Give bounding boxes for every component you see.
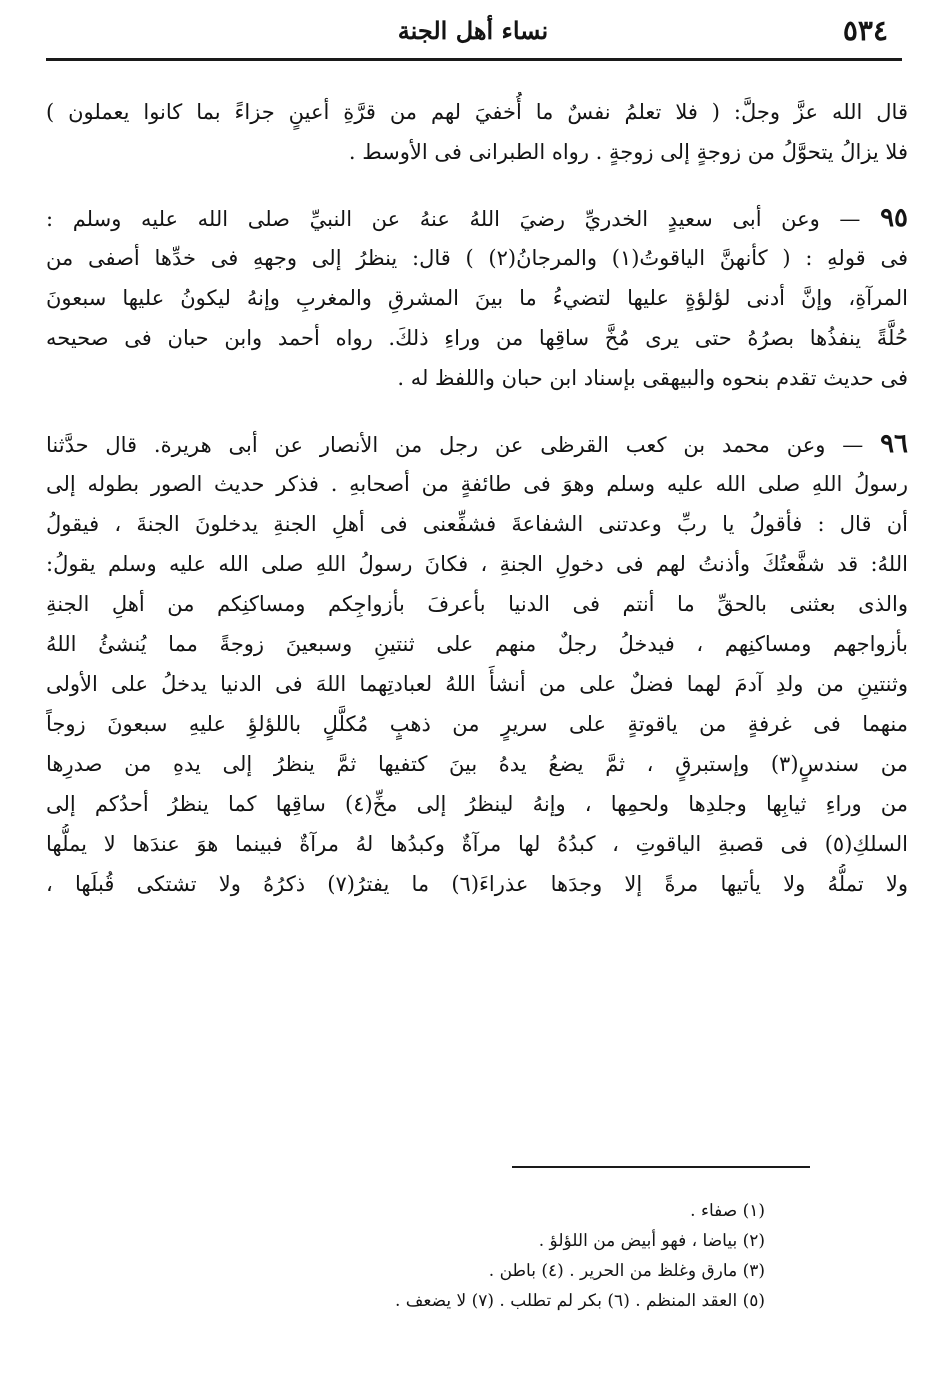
text-line: أن قال : فأقولُ يا ربِّ وعدتنى الشفاعةَ فشفِّعنى فى أهلِ الجنةِ يدخلونَ الجنةَ ، فيقولُ (46, 512, 908, 536)
page-header (58, 12, 888, 52)
footnote: (٣) مارق وغلظ من الحرير . (٤) باطن . (488, 1261, 765, 1281)
text-line: وثنتينِ من ولدِ آدمَ لهما فضلٌ على من أنشأَ اللهُ لعبادتِهما اللهَ فى الدنيا يدخلُ على الأولى (46, 672, 908, 696)
text-line: منهما فى غرفةٍ من ياقوتةٍ على سريرٍ من ذهبٍ مُكلَّلٍ باللؤلؤِ عليهِ سبعونَ زوجاً (46, 712, 908, 736)
text-line: فلا يزالُ يتحوَّلُ من زوجةٍ إلى زوجةٍ . رواه الطبرانى فى الأوسط . (348, 140, 908, 164)
hadith-96 (46, 424, 908, 904)
text-line: والذى بعثنى بالحقِّ ما أنتم فى الدنيا بأعرفَ بأزواجِكم ومساكنِكم من أهلِ الجنةِ (46, 592, 908, 616)
footnote-divider (512, 1166, 810, 1168)
text-line-body: — وعن أبى سعيدٍ الخدريِّ رضيَ اللهُ عنهُ عن النبيِّ صلى الله عليه وسلم : (46, 207, 861, 231)
text-line: بأزواجهم ومساكنِهم ، فيدخلُ رجلٌ منهم على ثنتينِ وسبعينَ زوجةً مما يُنشئُ اللهُ (46, 632, 908, 656)
text-line: رسولُ اللهِ صلى الله عليه وسلم وهوَ فى طائفةٍ من أصحابهِ . فذكر حديث الصور بطوله إلى (46, 472, 908, 496)
text-line: فى قولهِ : ( كأنهنَّ الياقوتُ(١) والمرجانُ(٢) ) قال: ينظرُ إلى وجههِ فى خدِّها أصفى من (46, 246, 908, 270)
text-line: اللهُ: قد شفَّعتُكَ وأذنتُ لهم فى دخولِ الجنةِ ، فكانَ رسولُ اللهِ صلى الله عليه وسلم يقولُ: (46, 552, 908, 576)
text-line: السلكِ(٥) فى قصبةِ الياقوتِ ، كبدُهُ لها مرآةٌ وكبدُها لهُ مرآةٌ فبينما هوَ عندَها لا يملُّها (46, 832, 908, 856)
text-line: قال الله عزَّ وجلَّ: ( فلا تعلمُ نفسٌ ما أُخفيَ لهم من قرَّةِ أعينٍ جزاءً بما كانوا يعملون ) (46, 100, 908, 124)
page-number: ٥٣٤ (842, 14, 888, 47)
footnote: (١) صفاء . (690, 1201, 765, 1221)
hadith-number: ٩٦ (880, 429, 908, 459)
text-line: من وراءِ ثيابِها وجلدِها ولحمِها ، وإنهُ لينظرُ إلى مخِّ(٤) ساقِها كما ينظرُ أحدُكم إلى (46, 792, 908, 816)
header-divider (46, 58, 902, 61)
hadith-95 (46, 198, 908, 398)
text-line: ولا تملُّهُ ولا يأتيها مرةً إلا وجدَها عذراءَ(٦) ما يفترُ(٧) ذكرُهُ ولا تشتكى قُبلَها ، (46, 872, 908, 896)
paragraph-intro (46, 92, 908, 172)
footnote: (٥) العقد المنظم . (٦) بكر لم تطلب . (٧) لا يضعف . (395, 1291, 765, 1311)
footnote: (٢) بياضا ، فهو أبيض من اللؤلؤ . (538, 1231, 765, 1251)
hadith-number: ٩٥ (880, 203, 908, 233)
text-line (46, 198, 908, 238)
text-line (46, 424, 908, 464)
running-title: نساء أهل الجنة (397, 16, 549, 45)
text-line-body: — وعن محمد بن كعب القرظى عن رجل من الأنصار عن أبى هريرة. قال حدَّثنا (46, 433, 864, 457)
text-line: حُلَّةً ينفذُها بصرُهُ حتى يرى مُخَّ ساقِها من وراءِ ذلكَ. رواه أحمد وابن حبان فى صحيحه (46, 326, 908, 350)
text-line: من سندسٍ(٣) وإستبرقٍ ، ثمَّ يضعُ يدهُ بينَ كتفيها ثمَّ ينظرُ إلى يدهِ من صدرِها (46, 752, 908, 776)
footnotes (205, 1196, 765, 1316)
text-line: فى حديث تقدم بنحوه والبيهقى بإسناد ابن حبان واللفظ له . (397, 366, 908, 390)
text-line: المرآةِ، وإنَّ أدنى لؤلؤةٍ عليها لتضيءُ ما بينَ المشرقِ والمغربِ وإنهُ ليكونُ عليها سبعونَ (46, 286, 908, 310)
body-text (46, 92, 908, 904)
